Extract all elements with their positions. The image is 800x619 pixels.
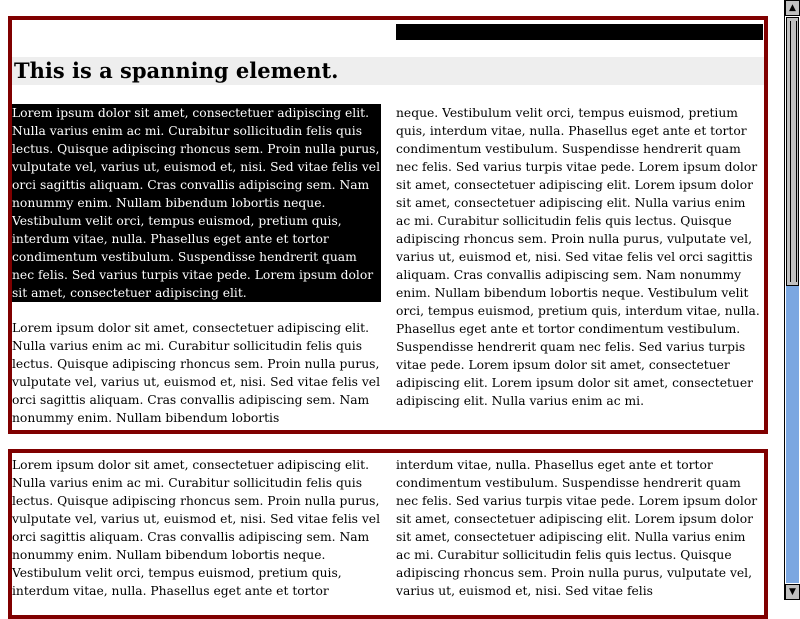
- column-1: [12, 456, 381, 600]
- multicol-box-1: [8, 16, 768, 434]
- column-2: [396, 104, 763, 410]
- multicol-box-2: [8, 449, 768, 619]
- paragraph: Lorem ipsum dolor sit amet, consectetuer adipiscing elit. Nulla varius enim ac mi. Curabitur sollicitudin felis quis lectus. Quisque adipiscing rhoncus sem. Proin nulla purus, vulputate vel, varius ut, euismod et, nisi. Sed vitae felis vel orci sagittis aliquam. Cras convallis adipiscing sem. Nam nonummy enim. Nullam bibendum lobortis neque. Vestibulum velit orci, tempus euismod, pretium quis, interdum vitae, nulla. Phasellus eget ante et tortor: [12, 458, 380, 598]
- scroll-down-arrow-icon: ▼: [789, 586, 796, 597]
- scroll-up-arrow-icon: ▲: [789, 2, 796, 13]
- dark-paragraph: Lorem ipsum dolor sit amet, consectetuer adipiscing elit. Nulla varius enim ac mi. Curabitur sollicitudin felis quis lectus. Quisque adipiscing rhoncus sem. Proin nulla purus, vulputate vel, varius ut, euismod et, nisi. Sed vitae felis vel orci sagittis aliquam. Cras convallis adipiscing sem. Nam nonummy enim. Nullam bibendum lobortis neque. Vestibulum velit orci, tempus euismod, pretium quis, interdum vitae, nulla. Phasellus eget ante et tortor condimentum vestibulum. Suspendisse hendrerit quam nec felis. Sed varius turpis vitae pede. Lorem ipsum dolor sit amet, consectetuer adipiscing elit.: [12, 106, 380, 300]
- spanning-heading: This is a spanning element.: [12, 57, 764, 85]
- scroll-down-button[interactable]: [785, 584, 800, 600]
- thumb-grip: [790, 21, 797, 282]
- scroll-up-button[interactable]: [785, 0, 800, 16]
- paragraph: interdum vitae, nulla. Phasellus eget ante et tortor condimentum vestibulum. Suspendisse hendrerit quam nec felis. Sed varius turpis vitae pede. Lorem ipsum dolor sit amet, consectetuer adipiscing elit. Lorem ipsum dolor sit amet, consectetuer adipiscing elit. Nulla varius enim ac mi. Curabitur sollicitudin felis quis lectus. Quisque adipiscing rhoncus sem. Proin nulla purus, vulputate vel, varius ut, euismod et, nisi. Sed vitae felis: [396, 458, 758, 598]
- vertical-scrollbar[interactable]: [784, 0, 800, 600]
- scroll-track[interactable]: [786, 286, 799, 583]
- column-1: [12, 104, 381, 427]
- paragraph: Lorem ipsum dolor sit amet, consectetuer adipiscing elit. Nulla varius enim ac mi. Curabitur sollicitudin felis quis lectus. Quisque adipiscing rhoncus sem. Proin nulla purus, vulputate vel, varius ut, euismod et, nisi. Sed vitae felis vel orci sagittis aliquam. Cras convallis adipiscing sem. Nam nonummy enim. Nullam bibendum lobortis: [12, 321, 380, 425]
- column-2: [396, 456, 763, 600]
- black-bar: [396, 24, 763, 40]
- scroll-thumb[interactable]: [786, 17, 799, 286]
- paragraph: neque. Vestibulum velit orci, tempus euismod, pretium quis, interdum vitae, nulla. Phasellus eget ante et tortor condimentum vestibulum. Suspendisse hendrerit quam nec felis. Sed varius turpis vitae pede. Lorem ipsum dolor sit amet, consectetuer adipiscing elit. Lorem ipsum dolor sit amet, consectetuer adipiscing elit. Nulla varius enim ac mi. Curabitur sollicitudin felis quis lectus. Quisque adipiscing rhoncus sem. Proin nulla purus, vulputate vel, varius ut, euismod et, nisi. Sed vitae felis vel orci sagittis aliquam. Cras convallis adipiscing sem. Nam nonummy enim. Nullam bibendum lobortis neque. Vestibulum velit orci, tempus euismod, pretium quis, interdum vitae, nulla. Phasellus eget ante et tortor condimentum vestibulum. Suspendisse hendrerit quam nec felis. Sed varius turpis vitae pede. Lorem ipsum dolor sit amet, consectetuer adipiscing elit. Lorem ipsum dolor sit amet, consectetuer adipiscing elit. Nulla varius enim ac mi.: [396, 106, 760, 408]
